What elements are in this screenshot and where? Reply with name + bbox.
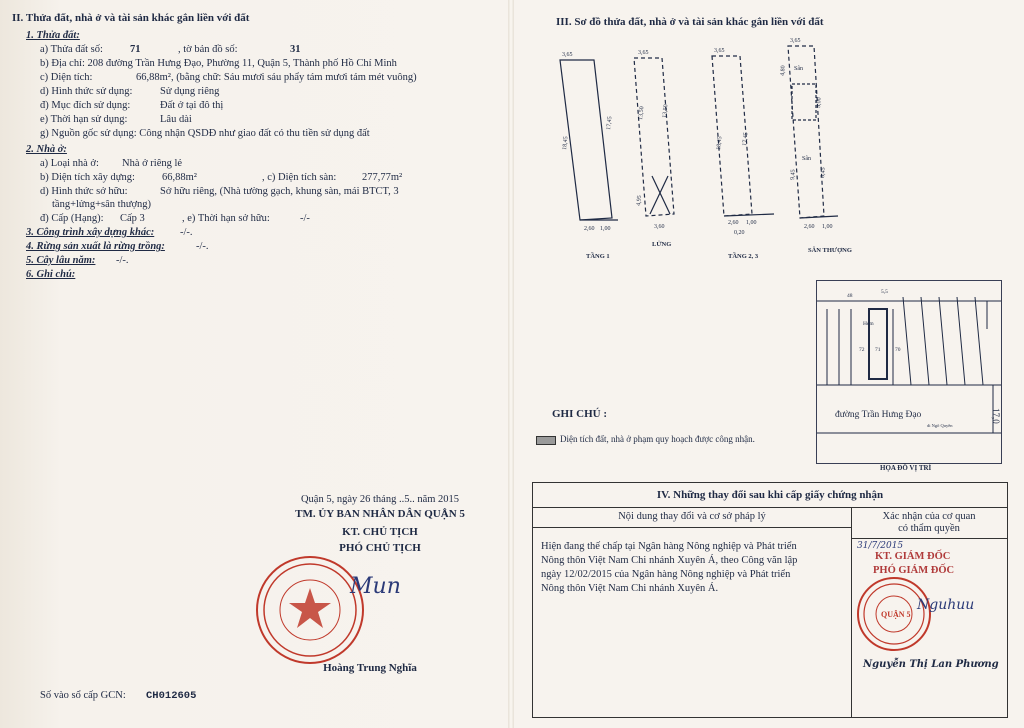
- label-rooftop: SÂN THƯỢNG: [808, 247, 852, 254]
- land-dd-value: Đất ở tại đô thị: [160, 100, 224, 111]
- registry-value: CH012605: [146, 690, 197, 702]
- legend-text: Diện tích đất, nhà ở phạm quy hoạch được công nhận.: [560, 434, 755, 444]
- col-confirm-header-2: có thẩm quyền: [898, 523, 960, 534]
- dim-roof-right: 8,45: [820, 167, 827, 179]
- dim-f23-step: 0,20: [734, 230, 745, 236]
- house-a-label: a) Loại nhà ở:: [40, 158, 99, 169]
- roof-yard-top: Sân: [794, 66, 803, 72]
- house-dd-value: Cấp 3: [120, 213, 145, 224]
- signature-left-handwritten: Mun: [350, 574, 401, 599]
- label-floor1: TẦNG 1: [586, 253, 610, 260]
- dim-roof-top: 4,80: [780, 65, 787, 77]
- signer-name-right: Nguyễn Thị Lan Phương: [863, 659, 999, 670]
- land-d-value: Sử dụng riêng: [160, 86, 220, 97]
- land-heading: 1. Thửa đất:: [26, 30, 80, 41]
- dim-mezz-lower: 4,95: [636, 195, 644, 207]
- registry-label: Số vào sổ cấp GCN:: [40, 690, 126, 701]
- changes-confirm-col: [851, 507, 1007, 717]
- item5-label: 5. Cây lâu năm:: [26, 255, 96, 266]
- house-b-label: b) Diện tích xây dựng:: [40, 172, 135, 183]
- land-dd-label: đ) Mục đích sử dụng:: [40, 100, 131, 111]
- floor-plans: [548, 30, 878, 270]
- location-map: [816, 280, 1002, 464]
- house-e-label: , e) Thời hạn sở hữu:: [182, 213, 270, 224]
- dim-floor1-left: 18,45: [562, 136, 570, 151]
- dim-roof-left: 9,45: [790, 169, 797, 181]
- col-confirm-header: [851, 507, 1007, 539]
- item3-value: -/-.: [180, 227, 193, 238]
- section-ii-title: II. Thửa đất, nhà ở và tài sản khác gắn liền với đất: [12, 12, 250, 24]
- confirm-role2: PHÓ GIÁM ĐỐC: [873, 565, 955, 576]
- house-d-value2: tầng+lửng+sân thượng): [52, 199, 152, 210]
- dim-roof-width: 3,65: [790, 38, 801, 44]
- dim-roof-bottom-b: 1,00: [822, 224, 833, 230]
- house-d-label: d) Hình thức sở hữu:: [40, 186, 128, 197]
- land-sheet-value: 31: [290, 44, 301, 55]
- item3-label: 3. Công trình xây dựng khác:: [26, 227, 155, 238]
- official-seal-left: [256, 556, 364, 664]
- land-b: b) Địa chỉ: 208 đường Trần Hưng Đạo, Phường 11, Quận 5, Thành phố Hồ Chí Minh: [40, 58, 397, 69]
- official-seal-right: [857, 577, 931, 651]
- mezzanine-outline: [634, 58, 674, 216]
- changes-table: [532, 482, 1008, 718]
- map-alley: Hẻm: [863, 321, 874, 327]
- house-dd-label: đ) Cấp (Hạng):: [40, 213, 104, 224]
- land-e-label: e) Thời hạn sử dụng:: [40, 114, 128, 125]
- signature-role1: KT. CHỦ TỊCH: [342, 526, 418, 538]
- changes-content-col: [533, 507, 852, 717]
- map-street: đường Trần Hưng Đạo: [835, 410, 922, 420]
- label-mezzanine: LỬNG: [652, 241, 672, 248]
- dim-roof-mid: 5,00: [816, 97, 823, 109]
- dim-f23-bottom-b: 1,00: [746, 220, 757, 226]
- house-c-value: 277,77m²: [362, 172, 403, 183]
- section-iv-title: IV. Những thay đổi sau khi cấp giấy chứng nhận: [533, 483, 1007, 508]
- ghi-chu-heading: GHI CHÚ :: [552, 408, 607, 420]
- signature-role2: PHÓ CHỦ TỊCH: [339, 542, 421, 554]
- legend-swatch: [536, 436, 556, 445]
- land-sheet-label: , tờ bản đồ số:: [178, 44, 238, 55]
- col-confirm-header-1: Xác nhận của cơ quan: [882, 511, 976, 522]
- house-a-value: Nhà ở riêng lẻ: [122, 158, 183, 169]
- signature-org: TM. ỦY BAN NHÂN DÂN QUẬN 5: [295, 508, 465, 520]
- map-top-lot: 48: [847, 293, 853, 299]
- confirm-role1: KT. GIÁM ĐỐC: [875, 551, 951, 562]
- map-lot-71: 71: [875, 347, 881, 353]
- section-iii-title: III. Sơ đồ thửa đất, nhà ở và tài sản khác gắn liền với đất: [556, 16, 824, 28]
- map-small-dim: 5,5: [881, 289, 888, 295]
- land-c-label: c) Diện tích:: [40, 72, 93, 83]
- change-line-2: Nông thôn Việt Nam Chi nhánh Xuyên Á, theo Công văn lập: [541, 555, 798, 566]
- house-heading: 2. Nhà ở:: [26, 144, 67, 155]
- item4-value: -/-.: [196, 241, 209, 252]
- change-line-3: ngày 12/02/2015 của Ngân hàng Nông nghiệp và Phát triển: [541, 569, 791, 580]
- dim-mezz-width: 3,65: [638, 50, 649, 56]
- dim-mezz-left: 13,50: [638, 106, 646, 121]
- map-road-width: 17,0: [991, 408, 1001, 424]
- land-a-value: 71: [130, 44, 141, 55]
- map-lot-72: 72: [859, 347, 865, 353]
- signer-name-left: Hoàng Trung Nghĩa: [323, 662, 417, 674]
- house-b-value: 66,88m²: [162, 172, 197, 183]
- dim-roof-bottom-a: 2,60: [804, 224, 815, 230]
- map-lot-70: 70: [895, 347, 901, 353]
- dim-floor1-right: 17,45: [606, 116, 614, 131]
- dim-f23-left: 18,45: [716, 136, 724, 151]
- dim-floor1-bottom-a: 2,60: [584, 226, 595, 232]
- item6-label: 6. Ghi chú:: [26, 269, 76, 280]
- item4-label: 4. Rừng sản xuất là rừng trồng:: [26, 241, 165, 252]
- land-e-value: Lâu dài: [160, 114, 192, 125]
- dim-floor1-width: 3,65: [562, 52, 573, 58]
- change-line-1: Hiện đang thế chấp tại Ngân hàng Nông nghiệp và Phát triển: [541, 541, 797, 552]
- map-direction: di Ngô Quyền: [927, 423, 953, 428]
- dim-f23-bottom-a: 2,60: [728, 220, 739, 226]
- label-floor23: TẦNG 2, 3: [728, 253, 759, 260]
- signature-date: Quận 5, ngày 26 tháng ..5.. năm 2015: [300, 494, 460, 505]
- col-content-header: Nội dung thay đổi và cơ sở pháp lý: [533, 507, 851, 528]
- house-c-label: , c) Diện tích sàn:: [262, 172, 337, 183]
- dim-mezz-right: 13,50: [662, 104, 670, 119]
- page-fold: [508, 0, 514, 728]
- confirm-date: 31/7/2015: [857, 541, 904, 551]
- change-line-4: Nông thôn Việt Nam Chi nhánh Xuyên Á.: [541, 583, 719, 594]
- dim-f23-right: 17,45: [742, 132, 750, 147]
- land-a-label: a) Thửa đất số:: [40, 44, 103, 55]
- land-d-label: d) Hình thức sử dụng:: [40, 86, 133, 97]
- house-e-value: -/-: [300, 213, 310, 224]
- land-c-value: 66,88m², (bằng chữ: Sáu mươi sáu phẩy tám mươi tám mét vuông): [136, 72, 417, 83]
- signature-right-handwritten: Nguhuu: [917, 597, 975, 613]
- land-g: g) Nguồn gốc sử dụng: Công nhận QSDĐ như giao đất có thu tiền sử dụng đất: [40, 128, 370, 139]
- dim-f23-width: 3,65: [714, 48, 725, 54]
- map-caption: HỌA ĐỒ VỊ TRÍ: [880, 464, 932, 472]
- roof-yard-bottom: Sân: [802, 156, 811, 162]
- svg-text:QUẬN 5: QUẬN 5: [881, 610, 911, 619]
- dim-mezz-bottom: 3,60: [654, 224, 665, 230]
- item5-value: -/-.: [116, 255, 129, 266]
- dim-floor1-bottom-b: 1,00: [600, 226, 611, 232]
- house-d-value: Sở hữu riêng, (Nhà tường gạch, khung sàn, mái BTCT, 3: [160, 186, 399, 197]
